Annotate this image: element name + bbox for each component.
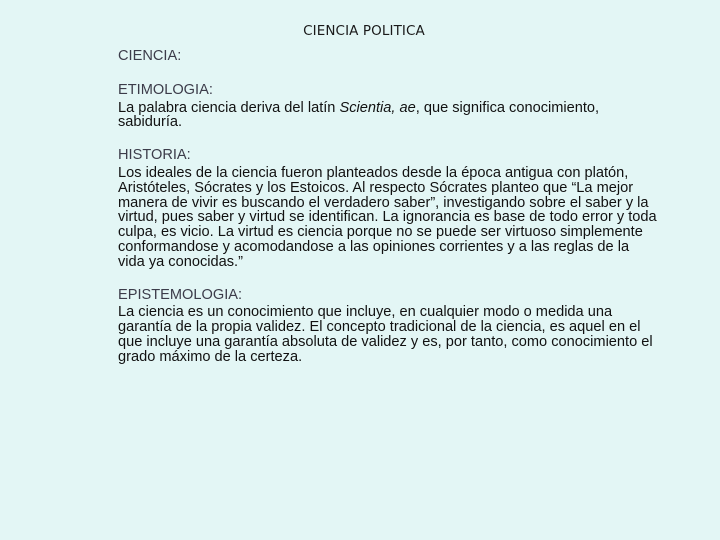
section-epistemologia — [118, 288, 658, 365]
etimologia-title: ETIMOLOGIA: — [118, 81, 213, 98]
epistemologia-text: La ciencia es un conocimiento que incluye, en cualquier modo o medida una garantía de la propia validez. El concepto tradicional de la ciencia, es aquel en el que incluye una garantía absoluta de validez y es, por tanto, como conocimiento el grado máximo de la certeza. — [118, 304, 653, 365]
etimologia-latin-term: Scientia, ae — [339, 99, 416, 116]
etimologia-text — [118, 101, 658, 131]
historia-text: Los ideales de la ciencia fueron planteados desde la época antigua con platón, Aristóteles, Sócrates y los Estoicos. Al respecto Sócrates planteo que “La mejor manera de vivir es buscando el verdadero saber”, investigando sobre el saber y la virtud, pues saber y virtud se identifican. La ignorancia es base de todo error y toda culpa, es vicio. La virtud es ciencia porque no se puede ser virtuoso simplemente conformandose y acomodandose a las opiniones corrientes y a las reglas de la vida ya conocidas.” — [118, 164, 657, 270]
etimologia-text-start: La palabra ciencia deriva del latín — [118, 99, 340, 116]
section-etimologia — [118, 83, 658, 130]
historia-title: HISTORIA: — [118, 147, 191, 164]
content-body — [118, 49, 658, 365]
etimologia-text-end: , que significa conocimiento, sabiduría. — [118, 99, 600, 131]
heading-ciencia: CIENCIA: — [118, 48, 182, 64]
epistemologia-title: EPISTEMOLOGIA: — [118, 286, 243, 303]
section-historia — [118, 148, 658, 269]
slide-title: CIENCIA POLITICA — [303, 23, 425, 39]
